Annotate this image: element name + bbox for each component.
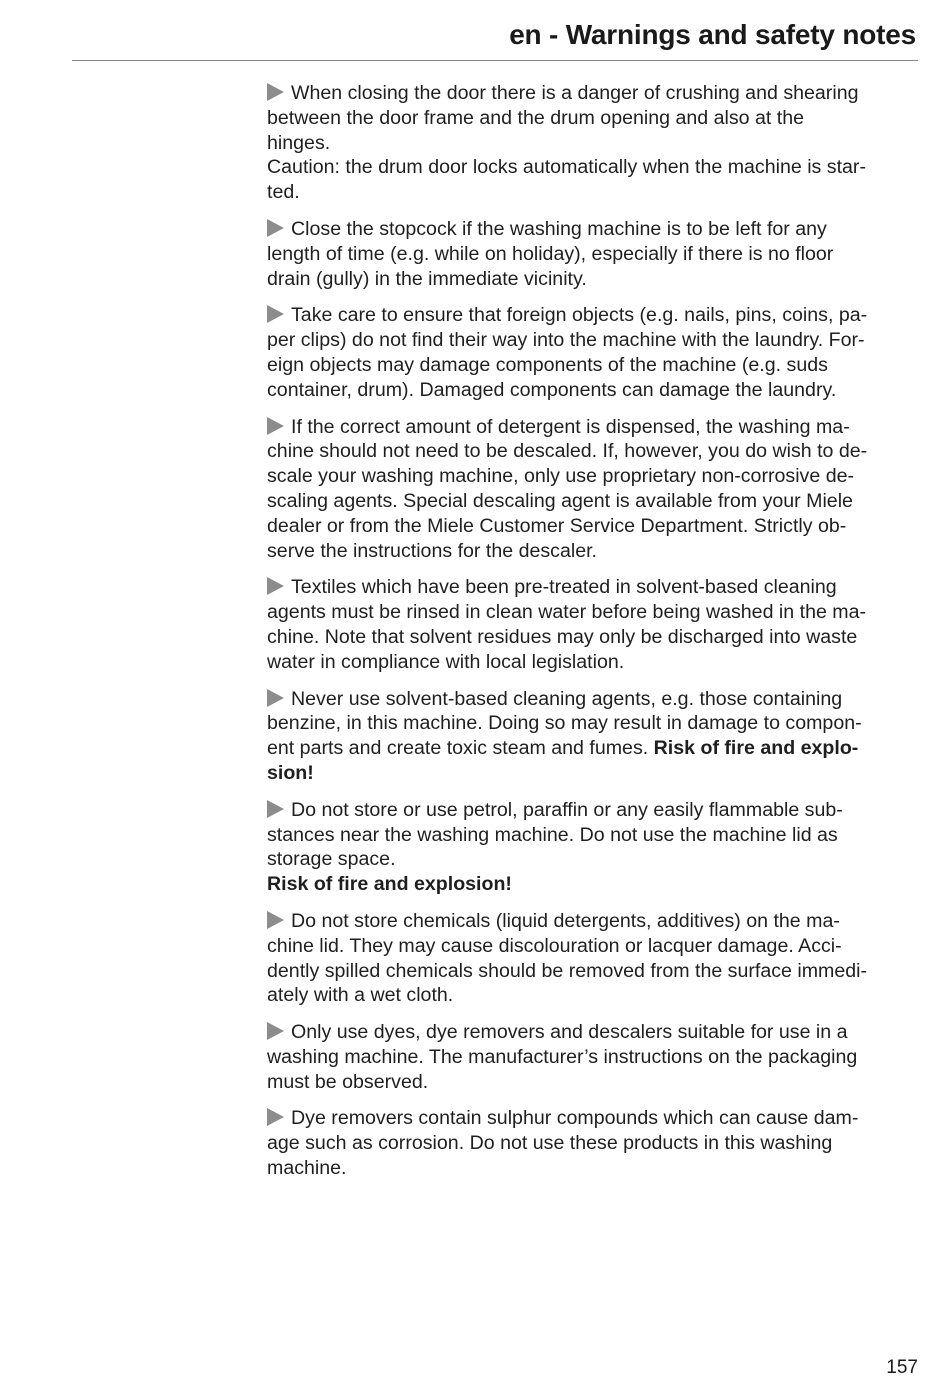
note-line: benzine, in this machine. Doing so may result in damage to compon- (267, 712, 862, 735)
note-line: age such as corrosion. Do not use these products in this washing (267, 1132, 833, 1155)
safety-note-descaling (267, 415, 919, 564)
bullet-arrow-icon (267, 1022, 284, 1040)
note-line: water in compliance with local legislation. (267, 650, 625, 673)
fire-warning: Risk of fire and explosion! (267, 873, 512, 896)
bullet-arrow-icon (267, 305, 284, 323)
bullet-arrow-icon (267, 800, 284, 818)
safety-note-chemicals-on-lid (267, 909, 919, 1008)
note-line: Close the stopcock if the washing machine is to be left for any (267, 217, 919, 242)
note-line: storage space. (267, 848, 396, 871)
bullet-arrow-icon (267, 417, 284, 435)
note-line: length of time (e.g. while on holiday), especially if there is no floor (267, 242, 834, 265)
note-line: scaling agents. Special descaling agent is available from your Miele (267, 489, 853, 512)
bullet-arrow-icon (267, 1108, 284, 1126)
note-line: container, drum). Damaged components can damage the laundry. (267, 378, 837, 401)
fire-warning: sion! (267, 761, 314, 784)
note-line: chine lid. They may cause discolouration or lacquer damage. Acci- (267, 934, 842, 957)
note-line: Do not store or use petrol, paraffin or any easily flammable sub- (267, 798, 919, 823)
safety-notes (267, 81, 919, 1193)
note-line: Never use solvent-based cleaning agents, e.g. those containing (267, 687, 919, 712)
note-line: eign objects may damage components of the machine (e.g. suds (267, 353, 828, 376)
note-line: dently spilled chemicals should be removed from the surface immedi- (267, 959, 868, 982)
note-line: per clips) do not find their way into the machine with the laundry. For- (267, 329, 865, 352)
note-line: Caution: the drum door locks automatically when the machine is star- (267, 156, 866, 179)
note-line: drain (gully) in the immediate vicinity. (267, 267, 587, 290)
note-line: scale your washing machine, only use proprietary non-corrosive de- (267, 465, 855, 488)
note-line: washing machine. The manufacturer’s instructions on the packaging (267, 1045, 858, 1068)
note-line: between the door frame and the drum opening and also at the (267, 106, 805, 129)
safety-note-dyes (267, 1020, 919, 1094)
page-title: en - Warnings and safety notes (509, 19, 916, 50)
safety-note-dye-removers (267, 1106, 919, 1180)
note-line: Only use dyes, dye removers and descalers suitable for use in a (267, 1020, 919, 1045)
note-line: Dye removers contain sulphur compounds which can cause dam- (267, 1106, 919, 1131)
note-line: stances near the washing machine. Do not use the machine lid as (267, 823, 838, 846)
safety-note-solvent-agents (267, 687, 919, 786)
safety-note-door (267, 81, 919, 205)
bullet-arrow-icon (267, 83, 284, 101)
note-line: Textiles which have been pre-treated in solvent-based cleaning (267, 575, 919, 600)
note-line: Take care to ensure that foreign objects (e.g. nails, pins, coins, pa- (267, 303, 919, 328)
bullet-arrow-icon (267, 911, 284, 929)
note-line: chine should not need to be descaled. If, however, you do wish to de- (267, 440, 868, 463)
note-line: machine. (267, 1157, 347, 1180)
bullet-arrow-icon (267, 577, 284, 595)
page-number: 157 (886, 1357, 918, 1378)
page-header (72, 0, 918, 61)
bullet-arrow-icon (267, 689, 284, 707)
note-line: Do not store chemicals (liquid detergents, additives) on the ma- (267, 909, 919, 934)
note-line: must be observed. (267, 1070, 429, 1093)
safety-note-flammable-substances (267, 798, 919, 897)
note-line: agents must be rinsed in clean water before being washed in the ma- (267, 601, 867, 624)
fire-warning: Risk of fire and explo- (653, 737, 859, 760)
note-line: ent parts and create toxic steam and fumes. Risk of fire and explo- (267, 737, 859, 760)
note-line: chine. Note that solvent residues may only be discharged into waste (267, 625, 858, 648)
note-line: ted. (267, 181, 300, 204)
note-line: ately with a wet cloth. (267, 984, 454, 1007)
safety-note-pretreated-textiles (267, 575, 919, 674)
note-line: If the correct amount of detergent is dispensed, the washing ma- (267, 415, 919, 440)
safety-note-stopcock (267, 217, 919, 291)
bullet-arrow-icon (267, 219, 284, 237)
note-line: hinges. (267, 131, 331, 154)
note-line: dealer or from the Miele Customer Service Department. Strictly ob- (267, 514, 847, 537)
note-line: When closing the door there is a danger of crushing and shearing (267, 81, 919, 106)
note-line: serve the instructions for the descaler. (267, 539, 597, 562)
safety-note-foreign-objects (267, 303, 919, 402)
